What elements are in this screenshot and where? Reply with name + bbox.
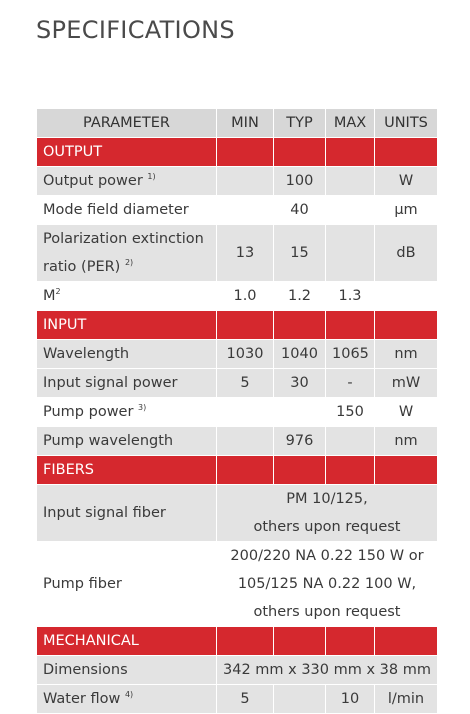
footnote-ref: 2)	[124, 258, 134, 268]
cell-typ: 30	[274, 369, 326, 398]
footnote-ref: 1)	[147, 172, 156, 182]
section-label: INPUT	[37, 311, 217, 340]
cell-value: 200/220 NA 0.22 150 W or 105/125 NA 0.22 100 W, others upon request	[217, 542, 438, 627]
cell-units: nm	[375, 340, 438, 369]
row-label: Mode field diameter	[37, 196, 217, 225]
cell-typ: 100	[274, 167, 326, 196]
section-output	[37, 138, 438, 167]
section-label: OUTPUT	[37, 138, 217, 167]
row-label: Polarization extinction ratio (PER) $^{2)}$	[37, 225, 217, 282]
table-row	[37, 340, 438, 369]
cell-typ: 40	[274, 196, 326, 225]
cell-min: 5	[217, 685, 274, 714]
cell-min: 5	[217, 369, 274, 398]
row-label: Water flow $^{4)}$	[37, 685, 217, 714]
table-row	[37, 542, 438, 627]
header-units: UNITS	[375, 109, 438, 138]
cell-min	[217, 196, 274, 225]
section-mechanical	[37, 627, 438, 656]
cell-units: l/min	[375, 685, 438, 714]
cell-min: 13	[217, 225, 274, 282]
footnote-ref: 4)	[124, 690, 134, 700]
cell-min	[217, 167, 274, 196]
cell-units: W	[375, 167, 438, 196]
cell-typ	[274, 685, 326, 714]
section-label: MECHANICAL	[37, 627, 217, 656]
row-label: Pump power $^{3)}$	[37, 398, 217, 427]
specifications-table	[36, 108, 438, 714]
cell-value: PM 10/125, others upon request	[217, 485, 438, 542]
cell-units: nm	[375, 427, 438, 456]
section-input	[37, 311, 438, 340]
header-parameter: PARAMETER	[37, 109, 217, 138]
cell-max	[326, 427, 375, 456]
row-label: Input signal power	[37, 369, 217, 398]
cell-max: 1.3	[326, 282, 375, 311]
cell-units: mW	[375, 369, 438, 398]
cell-typ	[274, 398, 326, 427]
cell-typ: 1.2	[274, 282, 326, 311]
table-row	[37, 685, 438, 714]
footnote-ref: 3)	[138, 403, 147, 413]
table-row	[37, 282, 438, 311]
cell-min: 1030	[217, 340, 274, 369]
cell-max: 10	[326, 685, 375, 714]
table-row	[37, 656, 438, 685]
cell-typ: 15	[274, 225, 326, 282]
table-row	[37, 485, 438, 542]
table-row	[37, 369, 438, 398]
row-label: $M^2$	[37, 282, 217, 311]
section-fibers	[37, 456, 438, 485]
cell-max	[326, 225, 375, 282]
cell-max	[326, 196, 375, 225]
cell-value: 342 mm x 330 mm x 38 mm	[217, 656, 438, 685]
row-label: Output power $^{1)}$	[37, 167, 217, 196]
cell-min	[217, 398, 274, 427]
section-label: FIBERS	[37, 456, 217, 485]
table-row	[37, 225, 438, 282]
row-label: Dimensions	[37, 656, 217, 685]
row-label: Wavelength	[37, 340, 217, 369]
cell-max: 150	[326, 398, 375, 427]
cell-units	[375, 282, 438, 311]
header-typ: TYP	[274, 109, 326, 138]
row-label: Input signal fiber	[37, 485, 217, 542]
cell-min: 1.0	[217, 282, 274, 311]
cell-typ: 976	[274, 427, 326, 456]
cell-units: µm	[375, 196, 438, 225]
cell-max	[326, 167, 375, 196]
table-row	[37, 398, 438, 427]
cell-typ: 1040	[274, 340, 326, 369]
table-row	[37, 167, 438, 196]
cell-units: W	[375, 398, 438, 427]
table-header-row	[37, 109, 438, 138]
header-min: MIN	[217, 109, 274, 138]
row-label: Pump fiber	[37, 542, 217, 627]
cell-min	[217, 427, 274, 456]
table-row	[37, 427, 438, 456]
row-label: Pump wavelength	[37, 427, 217, 456]
header-max: MAX	[326, 109, 375, 138]
cell-max: 1065	[326, 340, 375, 369]
page-title: SPECIFICATIONS	[36, 16, 235, 44]
cell-max: -	[326, 369, 375, 398]
cell-units: dB	[375, 225, 438, 282]
table-row	[37, 196, 438, 225]
